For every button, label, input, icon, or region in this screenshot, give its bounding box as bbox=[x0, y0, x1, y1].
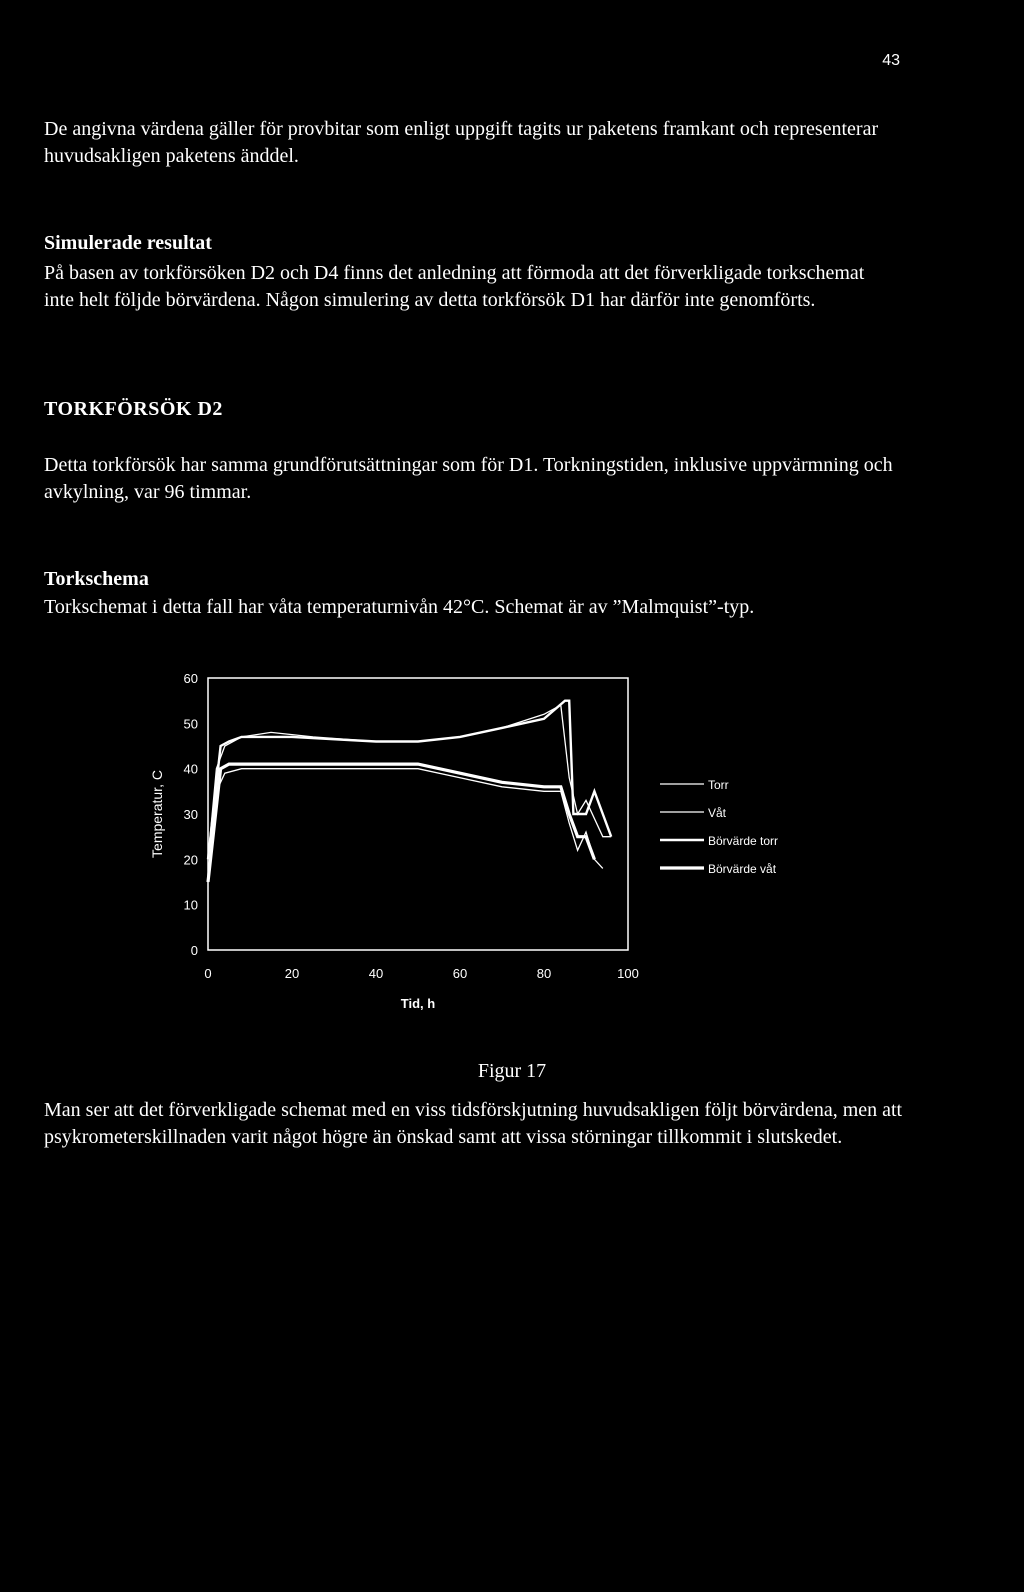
temperature-chart bbox=[0, 650, 1024, 1070]
y-axis-label: Temperatur, C bbox=[149, 770, 165, 858]
section-text-torkschema: Torkschemat i detta fall har våta temperaturnivån 42°C. Schemat är av ”Malmquist”-typ. bbox=[44, 596, 755, 618]
x-axis-label: Tid, h bbox=[400, 996, 436, 1011]
closing-paragraph: Man ser att det förverkligade schemat med en viss tidsförskjutning huvudsakligen följt börvärdena, men att psykrometerskillnaden varit något högre än önskad samt att vissa störningar tillkommit i slutskedet. bbox=[44, 1099, 903, 1148]
y-tick-label: 40 bbox=[183, 761, 198, 777]
y-tick-label: 60 bbox=[183, 671, 198, 686]
section-heading-torkforsok: TORKFÖRSÖK D2 bbox=[44, 398, 223, 420]
x-tick-label: 60 bbox=[452, 966, 468, 981]
y-tick-label: 50 bbox=[183, 716, 198, 732]
x-tick-label: 100 bbox=[617, 966, 639, 981]
legend-label-4: Börvärde våt bbox=[708, 862, 777, 876]
page-number: 43 bbox=[882, 52, 900, 69]
x-tick-label: 0 bbox=[204, 966, 212, 981]
x-tick-label: 40 bbox=[368, 966, 384, 981]
legend-label-2: Våt bbox=[708, 806, 727, 820]
intro-paragraph: De angivna värdena gäller för provbitar som enligt uppgift tagits ur paketens framkant och representerar huvudsakligen paketens änddel. bbox=[44, 118, 879, 167]
y-tick-label: 10 bbox=[183, 897, 198, 913]
series-line-1 bbox=[208, 705, 611, 859]
figure-caption: Figur 17 bbox=[477, 1060, 547, 1082]
section-heading-torkschema: Torkschema bbox=[44, 568, 149, 590]
legend-label-1: Torr bbox=[708, 778, 729, 792]
legend-label-3: Börvärde torr bbox=[708, 834, 779, 848]
plot-frame bbox=[208, 678, 628, 950]
y-tick-label: 0 bbox=[190, 943, 198, 958]
y-tick-label: 30 bbox=[183, 807, 198, 822]
series-line-3 bbox=[208, 701, 611, 860]
y-tick-label: 20 bbox=[183, 852, 198, 868]
section-heading-simulerade: Simulerade resultat bbox=[44, 232, 212, 254]
series-line-4 bbox=[208, 764, 594, 882]
section-text-torkforsok: Detta torkförsök har samma grundförutsättningar som för D1. Torkningstiden, inklusive uppvärmning och avkylning, var 96 timmar. bbox=[44, 454, 893, 503]
x-tick-label: 20 bbox=[284, 966, 300, 981]
section-text-simulerade: På basen av torkförsöken D2 och D4 finns det anledning att förmoda att det förverkligade torkschemat inte helt följde börvärdena. Någon simulering av detta torkförsök D1 har därför inte genomförts. bbox=[44, 262, 865, 311]
x-tick-label: 80 bbox=[536, 966, 552, 981]
